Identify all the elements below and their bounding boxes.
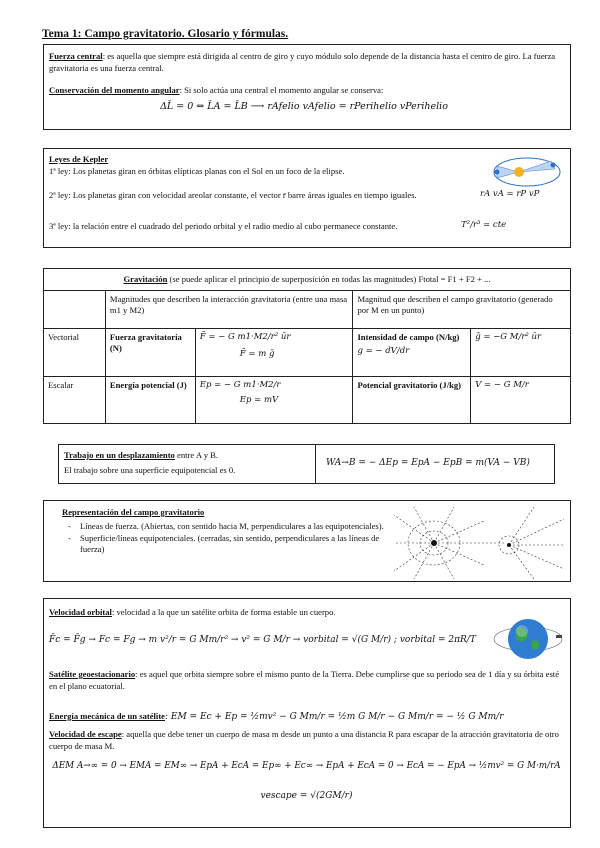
- box-fuerza-central: [43, 44, 571, 130]
- box-trabajo: [58, 444, 316, 484]
- intensidad-campo-eq: g = − dV/dr: [357, 346, 410, 356]
- intensidad-campo-cell: [353, 329, 471, 377]
- intensidad-campo-eq-2: ḡ = −G M/r² ūr: [475, 332, 542, 342]
- representacion-list: [62, 521, 400, 556]
- velocidad-orbital-text: : velocidad a la que un satélite orbita de forma estable un cuerpo.: [111, 607, 336, 617]
- velocidad-escape-equation-1: ΔEM A→∞ = 0 → EMA = EM∞ → EpA + EcA = Ep∞ + Ec∞ → EpA + EcA = 0 → EcA = − EpA → ½mv² = G M·m/rA: [52, 761, 561, 771]
- energia-potencial-equations: [195, 377, 353, 424]
- trabajo-equation: WA→B = − ΔEp = EpA − EpB = m(VA − VB): [326, 458, 530, 468]
- velocidad-orbital-paragraph: [49, 607, 479, 619]
- kepler-ley2: 2ª ley: Los planetas giran con velocidad areolar constante, el vector r̄ barre áreas iguales en tiempo iguales.: [49, 190, 417, 200]
- col-interaccion-header: Magnitudes que describen la interacción gravitatoria (entre una masa m1 y M2): [105, 291, 353, 329]
- fuerza-eq-1: F̄ = − G m1·M2/r² ūr: [199, 332, 291, 342]
- trabajo-term: Trabajo en un desplazamiento: [64, 450, 175, 460]
- box-representacion: [43, 500, 571, 582]
- kepler-title: Leyes de Kepler: [49, 154, 109, 164]
- potencial-gravitatorio-eq: V = − G M/r: [475, 380, 529, 390]
- col-campo-header: Magnitud que describen el campo gravitatorio (generado por M en un punto): [353, 291, 571, 329]
- trabajo-line2: El trabajo sobre una superficie equipotencial es 0.: [64, 465, 236, 475]
- momento-angular-equation: ΔL̄ = 0 ⇔ L̄A = L̄B ⟶ rAfelio vAfelio = rPerihelio vPerihelio: [160, 101, 448, 112]
- kepler-ley3-equation: T²/r³ = cte: [461, 220, 507, 230]
- page-title: Tema 1: Campo gravitatorio. Glosario y fórmulas.: [42, 28, 289, 40]
- representacion-item-2: - Superficie/líneas equipotenciales. (cerradas, sin sentido, perpendiculares a las líneas de fuerza): [80, 533, 400, 556]
- trabajo-text: entre A y B.: [174, 450, 219, 460]
- intensidad-campo-eq-cell: [471, 329, 571, 377]
- geoestacionario-term: Satélite geoestacionario: [49, 669, 136, 679]
- energia-mecanica-term: Energía mecánica de un satélite: [49, 711, 165, 721]
- fuerza-central-paragraph: [49, 51, 564, 74]
- table-corner-cell: [44, 291, 106, 329]
- intensidad-campo-label: Intensidad de campo (N/kg): [357, 332, 460, 342]
- fuerza-central-text: : es aquella que siempre está dirigida al centro de giro y cuyo módulo solo depende de la distancia hasta el centro de giro. La fuerza gravitatoria es una fuerza central.: [49, 51, 556, 73]
- representacion-item-1: - Líneas de fuerza. (Abiertas, con sentido hacia M, perpendiculares a las equipotenciales).: [80, 521, 400, 533]
- potencial-gravitatorio-eq-cell: [471, 377, 571, 424]
- gravitacion-term: Gravitación: [123, 274, 168, 284]
- representacion-title: Representación del campo gravitatorio: [62, 507, 205, 517]
- gravitacion-table: [43, 268, 571, 424]
- geoestacionario-paragraph: [49, 669, 564, 692]
- geoestacionario-text: : es aquel que orbita siempre sobre el mismo punto de la Tierra. Debe cumplirse que su periodo sea de 1 día y su órbita esté en el plano ecuatorial.: [49, 669, 560, 691]
- gravitacion-header: [44, 269, 571, 291]
- box-satelites: [43, 598, 571, 828]
- box-trabajo-equation: [315, 444, 555, 484]
- momento-angular-text: : Si solo actúa una central el momento angular se conserva:: [179, 85, 384, 95]
- field-lines-icon: [394, 507, 564, 579]
- velocidad-escape-paragraph: [49, 729, 564, 752]
- gravitacion-header-text: (se puede aplicar el principio de superposición en todas las magnitudes) Ftotal = F1 + F2 + ...: [167, 274, 491, 284]
- energia-mecanica-paragraph: [49, 711, 564, 724]
- momento-angular-term: Conservación del momento angular: [49, 85, 180, 95]
- energia-eq-1: Ep = − G m1·M2/r: [199, 380, 281, 390]
- kepler-ley1: 1ª ley: Los planetas giran en órbitas elípticas planas con el Sol en un foco de la elipse.: [49, 166, 345, 176]
- row-vectorial-label: Vectorial: [44, 329, 106, 377]
- fuerza-eq-2: F̄ = m ḡ: [239, 349, 275, 359]
- box-gravitacion: [43, 268, 571, 424]
- kepler-ley2-equation: rA vA = rP vP: [480, 189, 540, 199]
- kepler-ley3: 3ª ley: la relación entre el cuadrado del periodo orbital y el radio medio al cubo permanece constante.: [49, 221, 398, 231]
- row-escalar-label: Escalar: [44, 377, 106, 424]
- velocidad-escape-equation-2: vescape = √(2GM/r): [260, 791, 353, 801]
- energia-eq-2: Ep = mV: [239, 395, 279, 405]
- energia-potencial-label: Energía potencial (J): [105, 377, 195, 424]
- momento-angular-paragraph: [49, 85, 564, 97]
- fuerza-gravitatoria-equations: [195, 329, 353, 377]
- earth-satellite-icon: [492, 611, 564, 667]
- velocidad-escape-text: : aquella que debe tener un cuerpo de masa m desde un punto a una distancia R para escapar de la atracción gravitatoria de otro cuerpo de masa M.: [49, 729, 559, 751]
- orbit-diagram-icon: [489, 153, 565, 191]
- box-kepler: [43, 148, 571, 248]
- fuerza-gravitatoria-label: Fuerza gravitatoria (N): [105, 329, 195, 377]
- potencial-gravitatorio-label: Potencial gravitatorio (J/kg): [353, 377, 471, 424]
- trabajo-paragraph: [64, 450, 312, 462]
- velocidad-orbital-equation: F̄c = F̄g → Fc = Fg → m v²/r = G Mm/r² → v² = G M/r → vorbital = √(G M/r) ; vorbital = 2πR/T: [49, 635, 476, 645]
- velocidad-orbital-term: Velocidad orbital: [49, 607, 112, 617]
- fuerza-central-term: Fuerza central: [49, 51, 103, 61]
- energia-mecanica-equation: : EM = Ec + Ep = ½mv² − G Mm/r = ½m G M/r − G Mm/r = − ½ G Mm/r: [165, 712, 504, 722]
- velocidad-escape-term: Velocidad de escape: [49, 729, 122, 739]
